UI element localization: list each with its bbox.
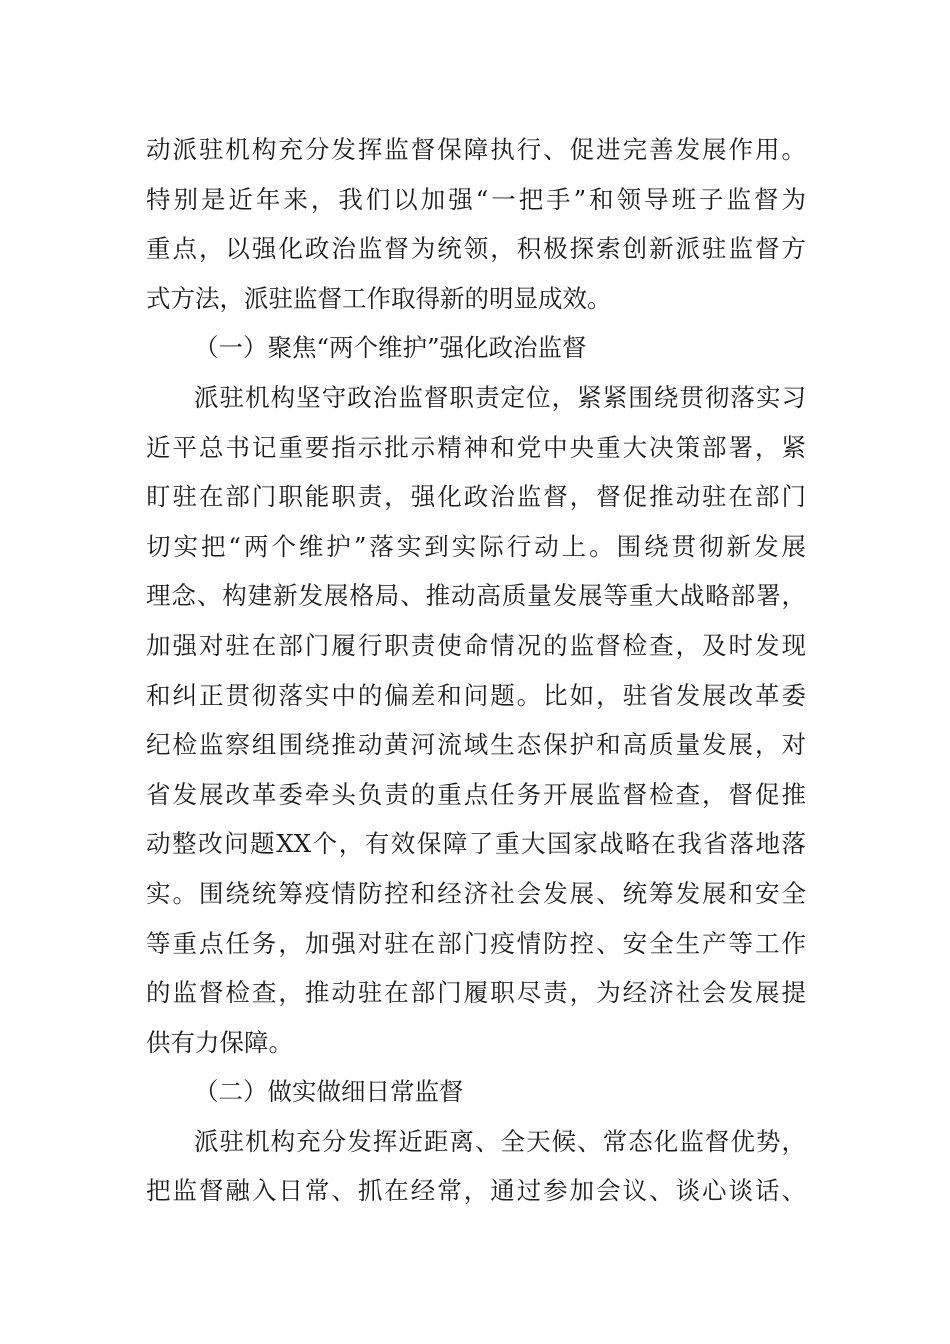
text-line-3: 重点，以强化政治监督为统领，积极探索创新派驻监督方 [146,234,806,264]
text-line-19: 供有力保障。 [146,1027,293,1057]
text-line-17: 等重点任务，加强对驻在部门疫情防控、安全生产等工作 [146,928,806,958]
text-line-10: 理念、构建新发展格局、推动高质量发展等重大战略部署， [146,581,806,611]
text-line-6: 派驻机构坚守政治监督职责定位，紧紧围绕贯彻落实习 [194,382,806,412]
text-line-4: 式方法，派驻监督工作取得新的明显成效。 [146,283,612,313]
text-line-1: 动派驻机构充分发挥监督保障执行、促进完善发展作用。 [146,135,806,164]
text-line-22: 把监督融入日常、抓在经常，通过参加会议、谈心谈话、 [146,1176,806,1206]
text-line-7: 近平总书记重要指示批示精神和党中央重大决策部署，紧 [146,432,806,462]
text-line-14: 省发展改革委牵头负责的重点任务开展监督检查，督促推 [146,779,806,809]
section-heading-2: （二）做实做细日常监督 [194,1077,464,1107]
text-line-12: 和纠正贯彻落实中的偏差和问题。比如，驻省发展改革委 [146,680,806,710]
text-line-15: 动整改问题XX个，有效保障了重大国家战略在我省落地落 [146,829,806,859]
text-line-9: 切实把“两个维护”落实到实际行动上。围绕贯彻新发展 [146,531,806,561]
text-line-13: 纪检监察组围绕推动黄河流域生态保护和高质量发展，对 [146,730,806,760]
document-body [146,125,806,1216]
section-heading-1: （一）聚焦“两个维护”强化政治监督 [194,333,587,363]
text-line-16: 实。围绕统筹疫情防控和经济社会发展、统筹发展和安全 [146,878,806,908]
text-line-18: 的监督检查，推动驻在部门履职尽责，为经济社会发展提 [146,978,806,1008]
text-line-8: 盯驻在部门职能职责，强化政治监督，督促推动驻在部门 [146,482,806,512]
text-line-21: 派驻机构充分发挥近距离、全天候、常态化监督优势， [194,1126,806,1156]
text-line-11: 加强对驻在部门履行职责使命情况的监督检查，及时发现 [146,630,806,660]
text-line-2: 特别是近年来，我们以加强“一把手”和领导班子监督为 [146,184,806,214]
